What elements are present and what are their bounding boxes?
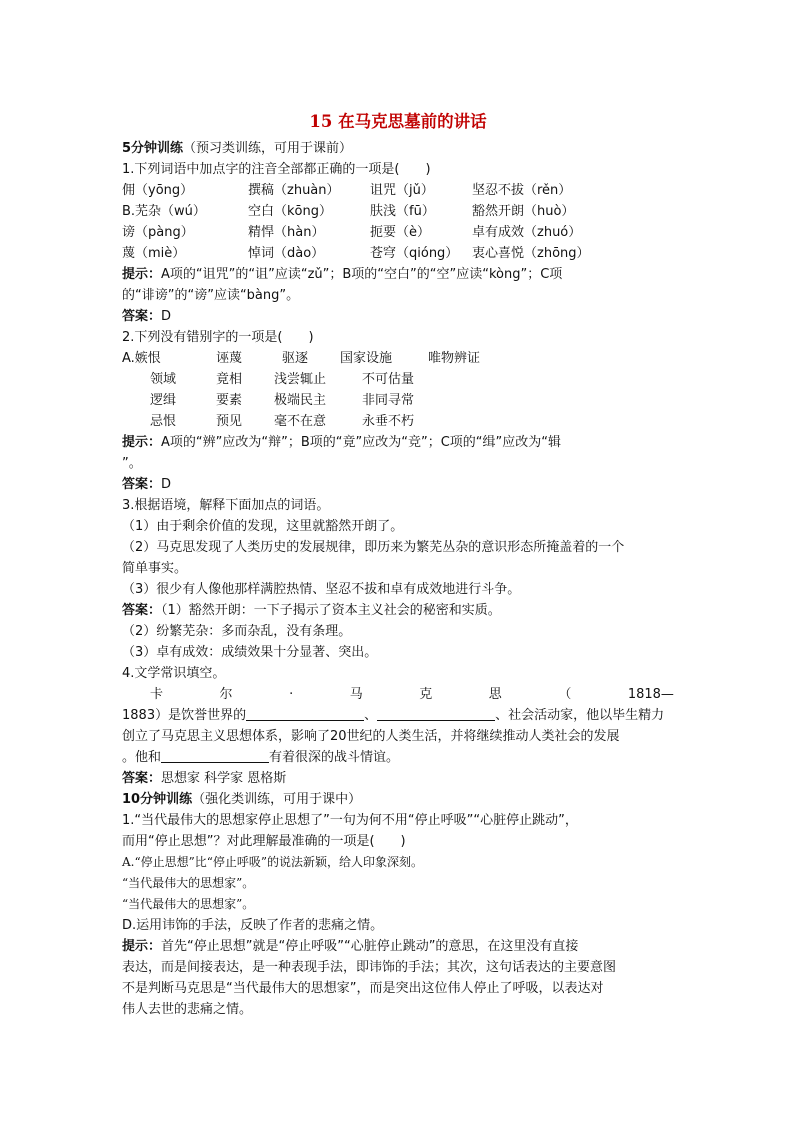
answer-text: D [161, 477, 172, 492]
q3-answer-3: （3）卓有成效：成绩效果十分显著、突出。 [122, 645, 378, 660]
pinyin-item: B.芜杂（wú） [122, 204, 206, 219]
word-item: A.嫉恨 [122, 351, 161, 366]
answer-text: 思想家 科学家 恩格斯 [161, 771, 287, 786]
q1-option-row-a [122, 180, 674, 201]
pinyin-item: 诅咒（jǔ） [370, 183, 434, 198]
spread-char: （ [558, 687, 572, 702]
word-item: 浅尝辄止 [274, 372, 327, 387]
word-item: 忌恨 [150, 414, 177, 429]
question-2-stem: 2.下列没有错别字的一项是( ) [122, 330, 314, 345]
q1-hint [122, 264, 674, 285]
q2-option-row-c [122, 390, 674, 411]
hint-text: 首先“停止思想”就是“停止呼吸”“心脏停止跳动”的意思，在这里没有直接 [161, 939, 579, 954]
s2-option-c: “当代最伟大的思想家”。 [122, 897, 255, 911]
section-note: （强化类训练，可用于课中） [192, 792, 362, 807]
word-item: 不可估量 [362, 372, 415, 387]
answer-text: （1）豁然开朗：一下子揭示了资本主义社会的秘密和实质。 [161, 603, 501, 618]
word-item: 国家设施 [340, 351, 393, 366]
q3-answer-2: （2）纷繁芜杂：多而杂乱，没有条理。 [122, 624, 352, 639]
hint-label: 提示： [122, 267, 162, 282]
pinyin-item: 扼要（è） [370, 225, 430, 240]
answer-label: 答案： [122, 603, 162, 618]
q3-item-2: （2）马克思发现了人类历史的发展规律，即历来为繁芜丛杂的意识形态所掩盖着的一个 [122, 540, 625, 555]
q1-option-row-c [122, 222, 674, 243]
spread-char: 尔 [219, 687, 233, 702]
word-item: 诬蔑 [216, 351, 243, 366]
answer-text: D [161, 309, 172, 324]
word-item: 唯物辨证 [428, 351, 481, 366]
spread-char: · [289, 687, 294, 702]
question-1-stem: 1.下列词语中加点字的注音全部都正确的一项是( ) [122, 162, 431, 177]
q4-spread-line [122, 684, 674, 705]
word-item: 要素 [216, 393, 243, 408]
s2-hint-cont-1: 表达，而是间接表达，是一种表现手法，即讳饰的手法；其次，这句话表达的主要意图 [122, 960, 617, 975]
q1-option-row-d [122, 243, 674, 264]
word-item: 极端民主 [274, 393, 327, 408]
q4-line-3: 创立了马克思主义思想体系，影响了20世纪的人类生活，并将继续推动人类社会的发展 [122, 729, 620, 744]
pinyin-item: 精悍（hàn） [248, 225, 325, 240]
s2-option-b: “当代最伟大的思想家”。 [122, 876, 255, 890]
q3-answer [122, 600, 674, 621]
q4-text: 、 [364, 708, 378, 723]
q4-answer [122, 768, 674, 789]
q1-hint-cont: 的“诽谤”的“谤”应读“bàng”。 [122, 288, 300, 303]
pinyin-item: 肤浅（fū） [370, 204, 435, 219]
worksheet-page [122, 108, 674, 1020]
pinyin-item: 卓有成效（zhuó） [472, 225, 582, 240]
s2-option-d: D.运用讳饰的手法，反映了作者的悲痛之情。 [122, 918, 384, 933]
word-item: 领域 [150, 372, 177, 387]
fill-blank-1[interactable] [246, 706, 364, 721]
q4-text: 、社会活动家，他以毕生精力 [495, 708, 665, 723]
word-item: 永垂不朽 [362, 414, 415, 429]
pinyin-item: 苍穹（qióng） [370, 246, 459, 261]
pinyin-item: 豁然开朗（huò） [472, 204, 575, 219]
section-heading-10min [122, 789, 674, 810]
q4-text: 1883）是饮誉世界的 [122, 708, 247, 723]
q4-line-4 [122, 747, 674, 768]
pinyin-item: 谤（pàng） [122, 225, 194, 240]
q3-item-3: （3）很少有人像他那样满腔热情、坚忍不拔和卓有成效地进行斗争。 [122, 582, 521, 597]
fill-blank-2[interactable] [377, 706, 495, 721]
q4-line-2 [122, 705, 674, 726]
spread-char: 马 [349, 687, 363, 702]
section-label: 5分钟训练 [122, 141, 184, 156]
answer-label: 答案： [122, 771, 162, 786]
s2-question-1-stem: 1.“当代最伟大的思想家停止思想了”一句为何不用“停止呼吸”“心脏停止跳动”， [122, 813, 578, 828]
q2-option-row-b [122, 369, 674, 390]
q1-answer [122, 306, 674, 327]
spread-char: 克 [419, 687, 433, 702]
hint-text: A项的“辨”应改为“辩”；B项的“竟”应改为“竞”；C项的“缉”应改为“辑 [161, 435, 561, 450]
spread-char: 1818— [627, 687, 674, 702]
hint-label: 提示： [122, 435, 162, 450]
pinyin-item: 佣（yōng） [122, 183, 194, 198]
pinyin-item: 蔑（miè） [122, 246, 186, 261]
hint-text: A项的“诅咒”的“诅”应读“zǔ”；B项的“空白”的“空”应读“kòng”；C项 [161, 267, 563, 282]
q4-text: 有着很深的战斗情谊。 [269, 750, 400, 765]
answer-label: 答案： [122, 477, 162, 492]
s2-question-1-stem-cont: 而用“停止思想”？对此理解最准确的一项是( ) [122, 834, 406, 849]
q3-item-1: （1）由于剩余价值的发现，这里就豁然开朗了。 [122, 519, 404, 534]
s2-hint [122, 936, 674, 957]
pinyin-item: 衷心喜悦（zhōng） [472, 246, 590, 261]
pinyin-item: 悼词（dào） [248, 246, 325, 261]
section-heading-5min [122, 138, 674, 159]
word-item: 预见 [216, 414, 243, 429]
fill-blank-3[interactable] [161, 748, 269, 763]
section-note: （预习类训练，可用于课前） [183, 141, 353, 156]
answer-label: 答案： [122, 309, 162, 324]
q4-text: 。他和 [122, 750, 162, 765]
s2-hint-cont-3: 伟人去世的悲痛之情。 [122, 1002, 253, 1017]
q2-hint [122, 432, 674, 453]
q1-option-row-b [122, 201, 674, 222]
q3-item-2-cont: 简单事实。 [122, 561, 188, 576]
word-item: 逻缉 [150, 393, 177, 408]
word-item: 驱逐 [282, 351, 309, 366]
word-item: 竟相 [216, 372, 243, 387]
pinyin-item: 撰稿（zhuàn） [248, 183, 340, 198]
q2-answer [122, 474, 674, 495]
spread-char: 思 [488, 687, 502, 702]
pinyin-item: 坚忍不拔（rěn） [472, 183, 572, 198]
word-item: 非同寻常 [362, 393, 415, 408]
question-4-stem: 4.文学常识填空。 [122, 666, 226, 681]
section-label: 10分钟训练 [122, 792, 193, 807]
q2-option-row-a [122, 348, 674, 369]
word-item: 毫不在意 [274, 414, 327, 429]
q2-hint-cont: ”。 [122, 456, 142, 471]
page-title: 15 在马克思墓前的讲话 [309, 112, 487, 131]
hint-label: 提示： [122, 939, 162, 954]
q2-option-row-d [122, 411, 674, 432]
pinyin-item: 空白（kōng） [248, 204, 332, 219]
s2-option-a: A.“停止思想”比“停止呼吸”的说法新颖，给人印象深刻。 [122, 855, 424, 869]
s2-hint-cont-2: 不是判断马克思是“当代最伟大的思想家”，而是突出这位伟人停止了呼吸，以表达对 [122, 981, 604, 996]
spread-char: 卡 [150, 687, 164, 702]
question-3-stem: 3.根据语境，解释下面加点的词语。 [122, 498, 330, 513]
